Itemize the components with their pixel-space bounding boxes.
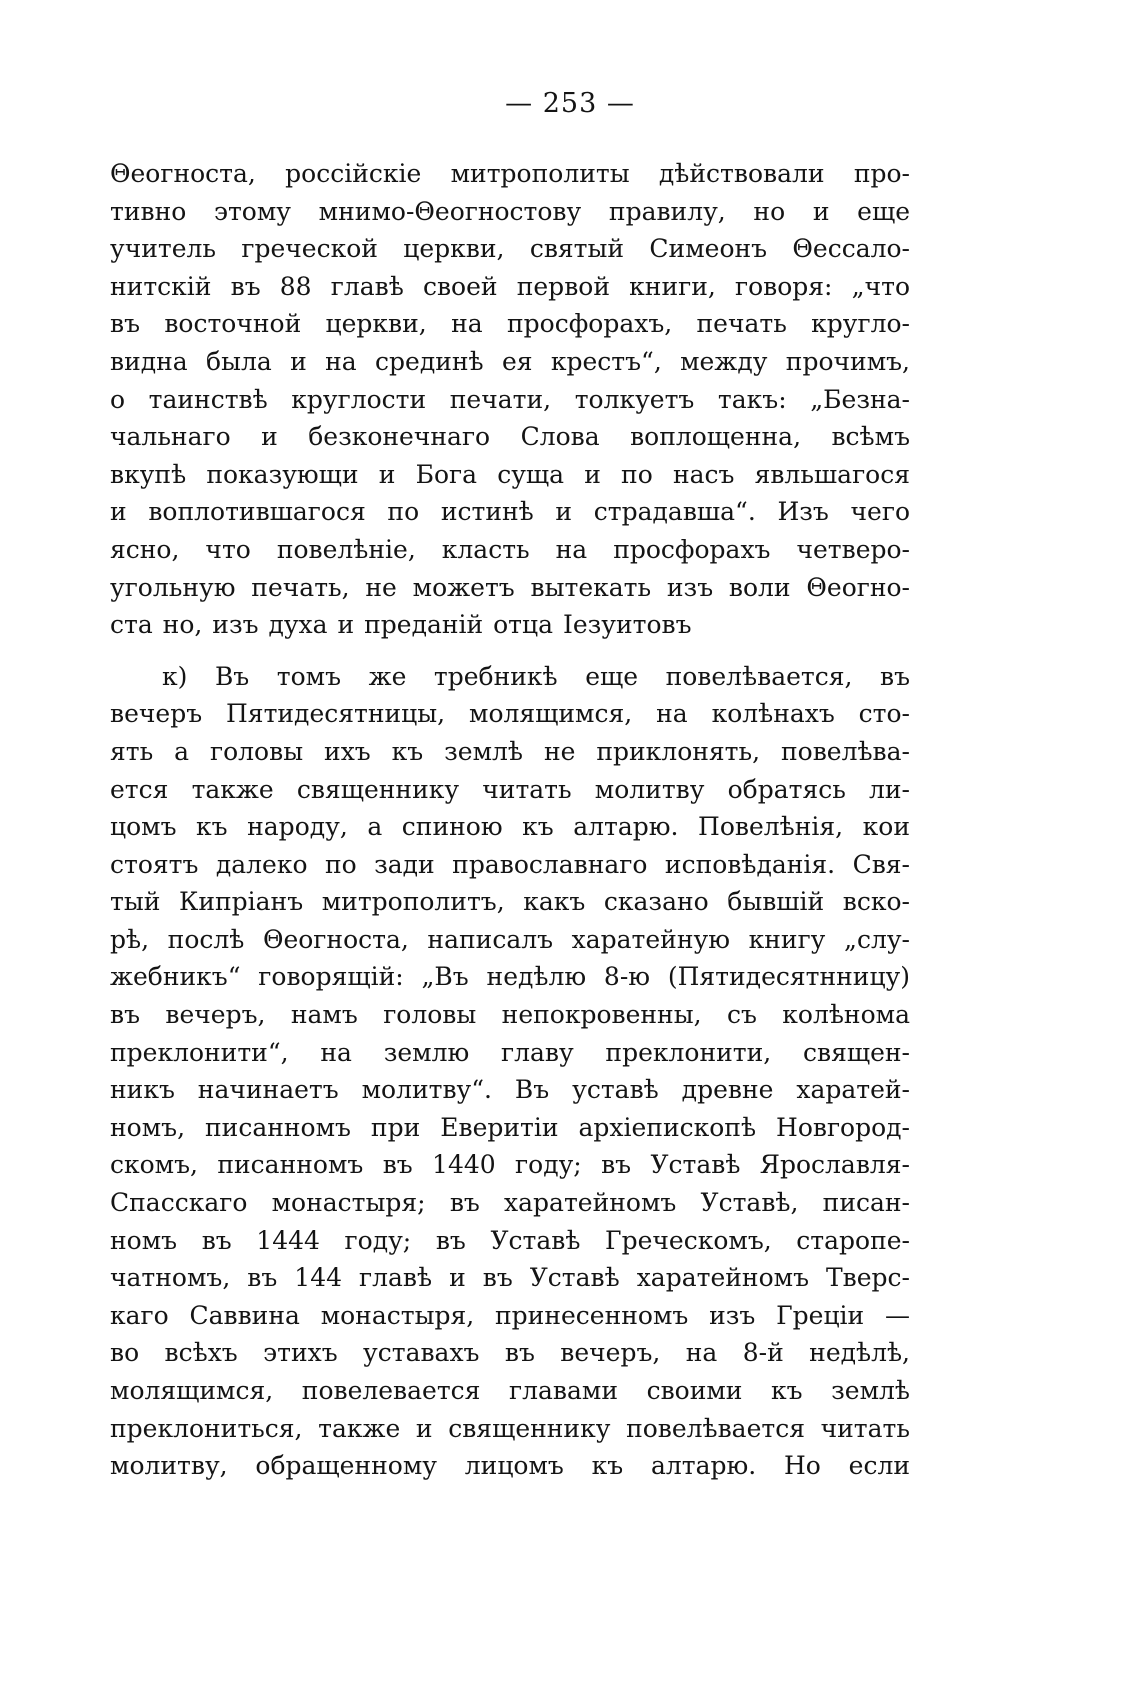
text-line: преклониться, также и священнику повелѣвается читать (110, 1413, 910, 1443)
text-line: цомъ къ народу, а спиною къ алтарю. Повелѣнія, кои (110, 812, 910, 842)
text-line: номъ въ 1444 году; въ Уставѣ Греческомъ, старопе- (110, 1225, 910, 1255)
text-line: ять а головы ихъ къ землѣ не приклонять, повелѣва- (110, 736, 910, 766)
text-line: въ восточной церкви, на просфорахъ, печать кругло- (110, 309, 910, 339)
body-text (110, 155, 910, 1485)
text-line: тый Кипріанъ митрополитъ, какъ сказано бывшій вско- (110, 887, 910, 917)
text-line: чатномъ, въ 144 главѣ и въ Уставѣ харатейномъ Тверс- (110, 1263, 910, 1293)
text-line: угольную печать, не можетъ вытекать изъ воли Θеогно- (110, 572, 910, 602)
text-line: вкупѣ показующи и Бога суща и по насъ явльшагося (110, 459, 910, 489)
text-line: никъ начинаетъ молитву“. Въ уставѣ древне харатей- (110, 1075, 910, 1105)
text-line: рѣ, послѣ Θеогноста, написалъ харатейную книгу „слу- (110, 924, 910, 954)
text-line: номъ, писанномъ при Еверитіи архіепископѣ Новгород- (110, 1112, 910, 1142)
text-line: к) Въ томъ же требникѣ еще повелѣвается, въ (162, 661, 910, 691)
text-line: о таинствѣ круглости печати, толкуетъ такъ: „Безна- (110, 384, 910, 414)
text-line: преклонити“, на землю главу преклонити, священ- (110, 1037, 910, 1067)
text-line: каго Саввина монастыря, принесенномъ изъ Греціи — (110, 1300, 910, 1330)
text-line: жебникъ“ говорящій: „Въ недѣлю 8-ю (Пятидесятнницу) (110, 962, 910, 992)
paragraph-1 (110, 155, 910, 644)
text-line: вечеръ Пятидесятницы, молящимся, на колѣнахъ сто- (110, 699, 910, 729)
text-line: Спасскаго монастыря; въ харатейномъ Уставѣ, писан- (110, 1188, 910, 1218)
text-line: тивно этому мнимо-Θеогностову правилу, но и еще (110, 196, 910, 226)
paragraph-spacer (110, 644, 910, 658)
text-line: ста но, изъ духа и преданій отца Іезуитовъ (110, 610, 692, 640)
text-line: видна была и на срединѣ ея крестъ“, между прочимъ, (110, 346, 910, 376)
text-line: стоятъ далеко по зади православнаго исповѣданія. Свя- (110, 849, 910, 879)
text-line: молящимся, повелевается главами своими къ землѣ (110, 1376, 910, 1405)
text-line: молитву, обращенному лицомъ къ алтарю. Но если (110, 1451, 910, 1481)
text-line: ется также священнику читать молитву обратясь ли- (110, 774, 910, 804)
paragraph-2 (110, 658, 910, 1485)
page-number: — 253 — (505, 88, 635, 119)
text-line: въ вечеръ, намъ головы непокровенны, съ колѣнома (110, 1000, 910, 1030)
text-line: учитель греческой церкви, святый Симеонъ Θессало- (110, 234, 910, 264)
text-line: во всѣхъ этихъ уставахъ въ вечеръ, на 8-й недѣлѣ, (110, 1338, 910, 1368)
text-line: нитскій въ 88 главѣ своей первой книги, говоря: „что (110, 271, 910, 301)
text-line: Θеогноста, россійскіе митрополиты дѣйствовали про- (110, 159, 910, 188)
text-line: и воплотившагося по истинѣ и страдавша“. Изъ чего (110, 497, 910, 527)
text-line: чальнаго и безконечнаго Слова воплощенна, всѣмъ (110, 422, 910, 452)
text-line: скомъ, писанномъ въ 1440 году; въ Уставѣ Ярославля- (110, 1150, 910, 1180)
text-line: ясно, что повелѣніе, класть на просфорахъ четверо- (110, 534, 910, 564)
